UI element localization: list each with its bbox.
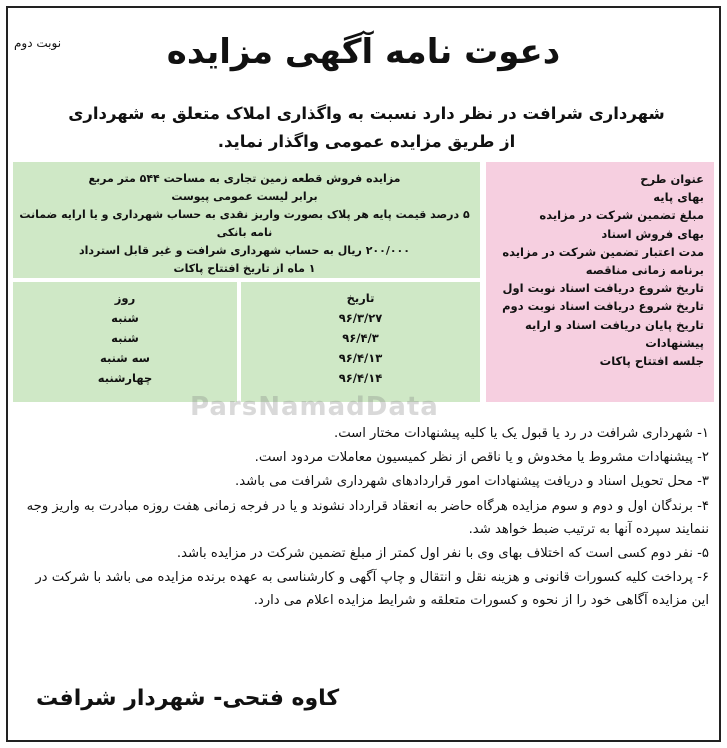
label-second-round-start: تاریخ شروع دریافت اسناد نوبت دوم — [502, 299, 704, 314]
intro-line-2: از طریق مزایده عمومی واگذار نماید. — [217, 132, 516, 151]
day-header: روز — [114, 291, 136, 305]
condition-item: ۲- پیشنهادات مشروط یا مخدوش و یا ناقص از نظر کمیسیون معاملات مردود است. — [254, 450, 709, 466]
value-document-price: ۲۰۰/۰۰۰ ریال به حساب شهرداری شرافت و غیر قابل استرداد — [79, 244, 410, 257]
label-project-title: عنوان طرح — [640, 172, 704, 186]
auction-info-table — [12, 161, 715, 403]
label-column — [485, 161, 715, 403]
day-deadline: سه شنبه — [100, 351, 150, 365]
date-deadline: ۹۶/۴/۱۳ — [338, 351, 383, 365]
condition-item: ۶- پرداخت کلیه کسورات قانونی و هزینه نقل و انتقال و چاپ آگهی و کارشناسی به عهده برنده مزایده می باشد با شرکت در این مزایده آگاهی خود را از نحوه و کسورات متعلقه و شرایط مزایده اعلام می دارد. — [35, 570, 709, 609]
condition-item: ۳- محل تحویل اسناد و دریافت پیشنهادات امور قراردادهای شهرداری شرافت می باشد. — [235, 474, 709, 490]
value-project-title: مزایده فروش قطعه زمین تجاری به مساحت ۵۴۴ متر مربع — [88, 172, 401, 185]
date-second-round: ۹۶/۴/۳ — [342, 331, 379, 345]
date-opening: ۹۶/۴/۱۴ — [338, 371, 383, 385]
value-base-price: برابر لیست عمومی پیوست — [171, 190, 318, 203]
label-opening-session: جلسه افتتاح پاکات — [599, 354, 704, 369]
intro-text — [40, 100, 693, 156]
label-schedule: برنامه زمانی مناقصه — [585, 263, 704, 278]
label-document-price: بهای فروش اسناد — [601, 226, 704, 241]
round-label: نوبت دوم — [14, 36, 62, 50]
value-guarantee-validity: ۱ ماه از تاریخ افتتاح پاکات — [173, 262, 316, 275]
day-second-round: شنبه — [111, 331, 139, 345]
date-column — [240, 281, 481, 403]
conditions-list — [18, 422, 709, 614]
intro-line-1: شهرداری شرافت در نظر دارد نسبت به واگذاری املاک متعلق به شهرداری — [68, 104, 665, 123]
date-header: تاریخ — [346, 291, 375, 305]
date-first-round: ۹۶/۳/۲۷ — [338, 311, 383, 325]
watermark: ParsNamadData — [190, 392, 439, 422]
day-opening: چهارشنبه — [97, 371, 153, 385]
label-guarantee-amount: مبلغ تضمین شرکت در مزایده — [539, 208, 704, 223]
signature: کاوه فتحی- شهردار شرافت — [36, 686, 340, 711]
label-submission-deadline: تاریخ پایان دریافت اسناد و ارایه پیشنهادات — [525, 317, 704, 350]
condition-item: ۵- نفر دوم کسی است که اختلاف بهای وی با نفر اول کمتر از مبلغ تضمین شرکت در مزایده باشد. — [176, 546, 709, 562]
label-guarantee-validity: مدت اعتبار تضمین شرکت در مزایده — [502, 244, 704, 259]
condition-item: ۴- برندگان اول و دوم و سوم مزایده هرگاه حاضر به انعقاد قرارداد نشوند و یا در فرجه زمانی هفت روزه مبادرت به واریز وجه ننمایند سپرده آنها به ترتیب ضبط خواهد شد. — [26, 498, 709, 537]
value-column — [12, 161, 481, 279]
page-title: دعوت نامه آگهی مزایده — [166, 32, 561, 72]
value-guarantee-amount: ۵ درصد قیمت پایه هر پلاک بصورت واریز نقدی به حساب شهرداری و یا ارایه ضمانت نامه بانکی — [19, 208, 470, 239]
day-column — [12, 281, 238, 403]
label-base-price: بهای پایه — [653, 190, 704, 205]
condition-item: ۱- شهرداری شرافت در رد یا قبول یک یا کلیه پیشنهادات مختار است. — [334, 426, 709, 441]
day-first-round: شنبه — [111, 311, 139, 325]
label-first-round-start: تاریخ شروع دریافت اسناد نوبت اول — [502, 281, 704, 296]
